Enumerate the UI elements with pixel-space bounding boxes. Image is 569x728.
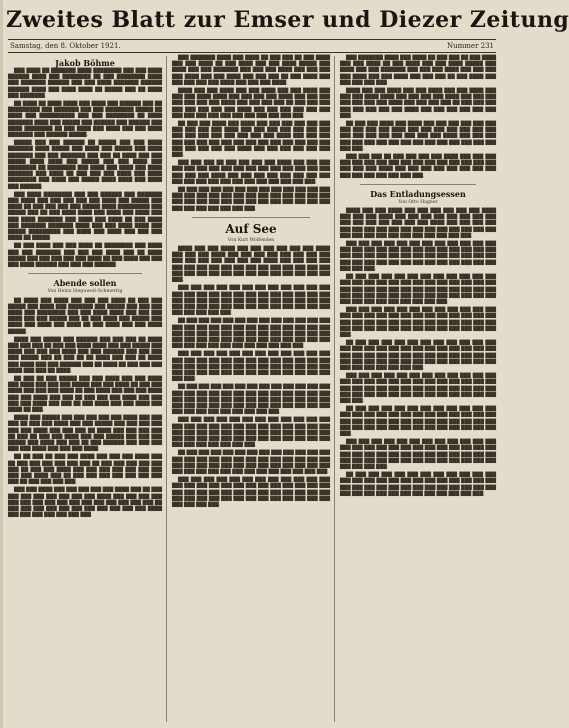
- column-rule: [166, 56, 167, 722]
- masthead-title: Zweites Blatt zur Emser und Diezer Zeitung: [6, 7, 569, 33]
- article-divider: [28, 273, 142, 274]
- column-right: [340, 56, 496, 724]
- issue-number: Nummer 231: [447, 42, 494, 50]
- article-body-continued-right: ███ ███████ ████ ███ ████ ██ ███ ███ ██ ███ ████ ███ ███ ████ ██ ███ ████ ███ ███ ████ █████ ███ ████ ███ ███ ███████ ███ ███ ███ ████ ███ ███ ███ ███ ████ ███ ███ ████ ███ ███ ███ ██ ███ ████ ███ ███ ███ ███ ███. ████ ███ ███ ████ ███ ███ ████ ███ ███ ████ ███ ███ ███ ████ ████ ███ ███ ███ ███ ████ ███ ███ ███ ███ ███ ███ ███ ████ ███ ███ ███ ███ ██ ███ ███ ███ ███ ███ ███ ███ ███ ████ ███ ███ ███ ███ ███ ███ ███. ██ ███ ███ ████ ███ ████ ███ ███ ███ ███ ███ ███ ███ ███ ███ ███ ████ ███ ███ ███ ███ ███ ███ ███ ███ ███ ███ ███ ███ ███ ███ ███ ████ ███ ███ ███ ███ ███ ███ ███ ███ ███ ███ ███ ███ ███ ███ ███ ███ ███ ███. ███ ███ ███ ██ ███ ███ ███ ███ ████ ███ ███ ███ ███ ███ ███ ███ ███ ███ ███ ███ ███ ███ ███ ███ ███ ███ ███ ███ ████ ███ ███ ███ ███ ███ ███ ███ ███ ███ ███ ███ ███ ███ ███ ███.: [340, 56, 496, 179]
- article-byline-auf-see: Von Kurt Wolfenden: [227, 237, 275, 243]
- article-body-abende: ██ ████ ███ ████ ███ ███ ███ ████ ██ ███ ███ █████ ███ ████ ███ ███████ ███ █████ ███ ███ ███ ████ ███ ████████ ███ ███ ████ ████ ███ ███ ███ ████ ███ ███ █████ ███ ██ ███ ████ ███ █████ ███ ████ ███ ████ ███ ████ ██ ███ ████ ███ ███ ████ █████. ████ ███ █████ ███ ██████ ███ ███ ███ ██ ████ ███ ███ ███ ██ ███ ███ ████ ████ ███ ███ █████ ███ ████ ███ ███ ███ ████ ███ ███ ██████ ███ ███ ███ ███ █████ ███ ██ ███ ██ ██ ████ ███ ███ ██ ████ ███ ████ ███ ███ ██████ ███ ██ ████ ██ ███ ███ ███ ████ ███ ███ ██ ████. ██ ███ ██ ███ █████ ███ ███ ████ ███ ███ ████ ███ ████ ███ ███ ███ █████ ███ ███ ████ ██ ███ ███ ████ ███ ███ ███ ████ ██ ███ ████ ███ ███ ███ ████ ███ ███ ████ ███ ███ ██ ███ ███ ███ ████ ███ ███ ███ ███ ████ ███ ███ ██ ███ ████ ███ ███ ████ ███ ████ ██ ███. ████ ███ █████ ███ ███ ███ ███ ███ ████ ███ ███ ███ ██ ███ ███ ████ ███ ███ █████ ███ ███ ███ ███ ███ ███ ████ ███ ███ ███ ██ ████ ███ ███ ███ ███ ██ ███ ██ ███ ███ ████ ███ ███ █████ ███ ███ ███ █████ ███ ████ ███ ███ ██ ███ ██████ ███ ███ ███ ███ ███ ████ ███ ███ ███ ████. ██ ██ ███ ██ ███ ███ ████ ███ ███ ███ ████ ███ ██ ███ ███ ███ ███ ███ ███ ██ ███ ███ ███ ███ ███ ███ ██ ███ ███ ████ ███ ███ ███ ███ ███ ███ ███ ███ ███ ████ ███ ██ ███ ███ ███ ███ ███ ███ ███ ███ ██ ███ ███ ███ ███. ███ ███ ████ ███ ███ ███ ███ ███ ████ ███ ██ ███ ███ ███ ███ ███ ███ ███ ███ ████ ███ ███ ███ ███ ███ ███ ███ ███ ███ ███ ███ ███ ███ ███ ███ ███ ██ ███ ███ ███ ███ ███ ███ ███ ███ ███ ███ ███ ████ ███ ███ ███ ███ ███ ███ ███.: [8, 298, 162, 519]
- column-middle: [172, 56, 330, 724]
- article-byline-abende: Von Heinz Steguweit-Schmerrig: [47, 289, 123, 295]
- article-body-boehme: ███ ████ ██ ███████ ████ ████████ ███ ███ ████ ██████ ████ ███ ████████ ██ ███ ████████ ████ ███ ███████ ██████ ███ ███ ████ ███████ ██████ ██████ ████ ███ ████ ████ ██ █████ ███ ██ ████ ███ ███████. ██ ████ ██ ████ ████ ███ ████ ███ ██████ ███ ██ █████████ ███ ███████ ███ ███ ████████ █████ ██ ████ ███ ██████████ ███ ███ ████████ ██ ████ ███████ ████ ███ █████ ███ ██████ ███ ██████ ███ ████ ████████ ██ ███ ████ ███ ████ ███ ███ ████ ███████ ███ ██████ █████. █████ ███ ███ ██████ ██ █████ ███ ███ ████ ███████ ████ █████ ███ ████ ███ █████ ███ ████ ███████ ███ ███ ███████ ███ ███ ██ ████ ███ ███ █████ ████ ████ ███ █████ ███ ███ ████ ███ ████████ ██ ████████ ███ ████ ███ ████ ███ ████ ███████ ███ ████ ██ ███ ███ ███ ████ ███ ████ ████████ ███ ████ ███ █████ ████ ████ ███ ████ ███ ██████. ███ ████ ████████ ███ ███ ██████ ███ ███████ ███ ████ ███ ███ ███ ███ ███ ████ ███ █████ ███ ████ ██ ███ ███ ███ ███ █████ ████ █████████ ███ █████ ███ ██ ███ ████ ████ ███ ████ ███ ████ ███ ███ ████ ███████ ███ ████ ███ ████ ██ ███ ████ ███ ███████ ███████ ████ ███ ███ ████ ████ ███ █████ █████████ ███ ████ ███ ████ ███ ███ ███ ████ ██ █████. ██ ███ ████ ███ ███ ████ ██ ████████ ███ ████ ███ ███ ███████ ███ ███ ███ ████ ███ ██ ████ █████ ███ ███ ███ ███ ███ ████ ██ ███ ████ ███ ███ ███ ████ ██████ ███ ███ ███ ██████.: [8, 69, 162, 269]
- article-body-auf-see: ████ ███ ███ ████ ███ ███ ███ ███ ███ ███ ████ ███ ███ ███ ████ ███ ███ ███ ███ ███ ███ ███ ███ ███ ███ ███ ███ ███ ███ ███ ████ ███ ███ ███ ███ ███ ███ ███ ███ ███ ███ ███ ███ ███ ███ ███ ███ ███ ███ ███ ███ ███ ███ ███ ███ ███ ███ ███ ███ ███ ███ ███. ███ ███ ███ ███ ███ ███ ███ ███ ███ ███ ███ ███ ███ ███ ███ ███ ███ ███ ███ ███ ███ ███ ███ ███ ███ ███ ███ ███ ███ ███ ███ ███ ███ ███ ███ ███ ███ ███ ███ ███ ███ ███ ███ ███ ███ ███ ███ ███ ███ ███ ███ ███ ███ ███ ███ ███. ██ ███ ███ ███ ███ ███ ███ ███ ███ ███ ███ ███ ███ ███ ███ ███ ███ ███ ███ ███ ███ ███ ███ ███ ███ ███ ███ ███ ███ ███ ███ ███ ███ ███ ███ ███ ███ ███ ███ ███ ███ ███ ███ ███ ███ ███ ███ ███ ███ ███ ███ ███ ███ ███ ███ ███ ███ ███ ███ ███ ███ ███ ███. ███ ███ ███ ███ ███ ███ ███ ███ ███ ███ ███ ███ ███ ███ ███ ███ ███ ███ ███ ███ ███ ███ ███ ███ ███ ███ ███ ███ ███ ███ ███ ███ ███ ███ ███ ███ ███ ███ ███ ███ ███ ███ ███ ███ ███ ███ ███ ███ ███ ███ ███ ███ ███. ██ ███ ███ ███ ███ ███ ███ ███ ███ ███ ███ ███ ███ ███ ███ ███ ███ ███ ███ ███ ███ ███ ███ ███ ███ ███ ███ ███ ███ ███ ███ ███ ███ ███ ███ ███ ███ ███ ███ ███ ███ ███ ███ ███ ███ ███ ███ ███ ███ ███ ███ ███ ███ ███ ███ ███ ███ ███ ███ ███ ███. ███ ███ ███ ███ ███ ███ ███ ███ ███ ███ ███ ███ ███ ███ ███ ███ ███ ███ ███ ███ ███ ███ ███ ███ ███ ███ ███ ███ ███ ███ ███ ███ ███ ███ ███ ███ ███ ███ ███ ███ ███ ███ ███ ███ ███ ███ ███ ███ ███ ███ ███ ███ ███ ███ ███ ███ ███ ███. ██ ███ ███ ███ ███ ███ ███ ███ ███ ███ ███ ███ ███ ███ ███ ███ ███ ███ ███ ███ ███ ███ ███ ███ ███ ███ ███ ███ ███ ███ ███ ███ ███ ███ ███ ███ ███ ███ ███ ███ ███ ███ ███ ███ ███ ███ ███ ███ ███ ███ ███ ███. ███ ███ ███ ███ ███ ███ ███ ███ ███ ███ ███ ███ ███ ███ ███ ███ ███ ███ ███ ███ ███ ███ ███ ███ ███ ███ ███ ███ ███ ███ ███ ███ ███ ███ ███ ███ ███ ███ ███ ███ ███ ███ ███ ███ ███ ███ ███ ███ ███ ███ ███ ███ ███ ███ ███.: [172, 247, 330, 508]
- article-heading-boehme: Jakob Böhme: [55, 58, 115, 68]
- article-heading-abende: Abende sollen: [53, 278, 117, 289]
- dateline-bar: [8, 39, 496, 53]
- article-body-continued: ███ ███████ ████ ███ ████ ██ ███ ███ ██ ███ ████ ███ ███ ████ ██ ███ ████ ███ ███ ████ █████ ███ ████ ███ ███ ███████ ███ ███ ███ ████ ███ ███ ███ ███ ████ ███ ███ ████ ███ ███ ███ ██ ███ ████ ███ ███ ███ ███ ███ ████ ███ ███ ███ ████. ████ ███ ███ ████ ███ ███ ████ ███ ███ ████ ███ ███ ███ ████ ████ ███ ███ ███ ███ ████ ███ ███ ███ ███ ███ ███ ███ ████ ███ ███ ███ ███ ██ ███ ███ ███ ███ ███ ███ ███ ███ ████ ███ ███ ███ ███ ███ ███ ███ ███ ███ ███ ███ ███ ███ ███ ███ ███ ███. ██ ███ ███ ████ ███ ████ ███ ███ ███ ███ ███ ███ ███ ███ ███ ███ ████ ███ ███ ███ ███ ███ ███ ███ ███ ███ ███ ███ ███ ███ ███ ███ ████ ███ ███ ███ ███ ███ ███ ███ ███ ███ ███ ███ ███ ███ ███ ███ ███ ███ ███ ███ ███ ███ ████ ███ ███ ███ ███ ███ ███ ███. ███ ███ ███ ██ ███ ███ ███ ███ ████ ███ ███ ███ ███ ███ ███ ███ ███ ███ ███ ███ ███ ███ ███ ███ ███ ███ ███ ███ ████ ███ ███ ███ ███ ███ ███ ███ ███ ███ ███ ███ ███ ███ ███ ███ ███ ███ ███ ███ ███. ██ ███ ███ ███ ███ ███ ███ ███ ███ ███ ███ ███ ███ ███ ███ ███ ███ ███ ███ ███ ███ ███ ███ ███ ███ ███ ███ ███ ███ ███ ███ ███ ███ ███ ███ ███ ███ ███ ███ ███ ███ ███ ███ ███ ███ ███.: [172, 56, 330, 212]
- page-edge: [0, 0, 3, 728]
- column-left: [8, 56, 162, 724]
- article-byline-entladungsessen: Von Otto Hagner: [398, 199, 438, 205]
- article-divider: [192, 217, 310, 218]
- issue-date: Samstag, den 8. Oktober 1921.: [10, 42, 121, 50]
- article-divider: [360, 184, 476, 185]
- column-rule: [334, 56, 335, 722]
- article-heading-auf-see: Auf See: [225, 221, 277, 236]
- article-body-entladungsessen: ████ ███ ███ ████ ███ ███ ███ ███ ███ ███ ████ ███ ███ ███ ████ ███ ███ ███ ███ ███ ███ ███ ███ ███ ███ ███ ███ ███ ███ ███ ████ ███ ███ ███ ███ ███ ███ ███ ███ ███ ███ ███ ███ ███ ███ ███ ███ ███ ███ ███ ███ ███ ███ ███ ███ ███ ███ ███ ███. ███ ███ ███ ███ ███ ███ ███ ███ ███ ███ ███ ███ ███ ███ ███ ███ ███ ███ ███ ███ ███ ███ ███ ███ ███ ███ ███ ███ ███ ███ ███ ███ ███ ███ ███ ███ ███ ███ ███ ███ ███ ███ ███ ███ ███ ███ ███ ███ ███ ███ ███ ███ ███ ███. ██ ███ ███ ███ ███ ███ ███ ███ ███ ███ ███ ███ ███ ███ ███ ███ ███ ███ ███ ███ ███ ███ ███ ███ ███ ███ ███ ███ ███ ███ ███ ███ ███ ███ ███ ███ ███ ███ ███ ███ ███ ███ ███ ███ ███ ███ ███ ███ ███ ███ ███ ███ ███ ███ ███ ███ ███ ███ ███ ███. ███ ███ ███ ███ ███ ███ ███ ███ ███ ███ ███ ███ ███ ███ ███ ███ ███ ███ ███ ███ ███ ███ ███ ███ ███ ███ ███ ███ ███ ███ ███ ███ ███ ███ ███ ███ ███ ███ ███ ███ ███ ███ ███ ███ ███ ███ ███ ███ ███ ███ ███ ███. ██ ███ ███ ███ ███ ███ ███ ███ ███ ███ ███ ███ ███ ███ ███ ███ ███ ███ ███ ███ ███ ███ ███ ███ ███ ███ ███ ███ ███ ███ ███ ███ ███ ███ ███ ███ ███ ███ ███ ███ ███ ███ ███ ███ ███ ███ ███ ███ ███ ███ ███ ███ ███ ███ ███ ███ ███ ███. ███ ███ ███ ███ ███ ███ ███ ███ ███ ███ ███ ███ ███ ███ ███ ███ ███ ███ ███ ███ ███ ███ ███ ███ ███ ███ ███ ███ ███ ███ ███ ███ ███ ███ ███ ███ ███ ███ ███ ███ ███ ███ ███ ███ ███ ███ ███ ███ ███ ███ ███ ███ ███. ██ ███ ███ ███ ███ ███ ███ ███ ███ ███ ███ ███ ███ ███ ███ ███ ███ ███ ███ ███ ███ ███ ███ ███ ███ ███ ███ ███ ███ ███ ███ ███ ███ ███ ███ ███ ███ ███ ███ ███ ███ ███ ███ ███ ███ ███ ███ ███ ███ ███ ███ ███. ███ ███ ███ ███ ███ ███ ███ ███ ███ ███ ███ ███ ███ ███ ███ ███ ███ ███ ███ ███ ███ ███ ███ ███ ███ ███ ███ ███ ███ ███ ███ ███ ███ ███ ███ ███ ███ ███ ███ ███ ███ ███ ███ ███ ███ ███ ███ ███ ███ ███ ███ ███ ███ ███ ███. ██ ███ ███ ███ ███ ███ ███ ███ ███ ███ ███ ███ ███ ███ ███ ███ ███ ███ ███ ███ ███ ███ ███ ███ ███ ███ ███ ███ ███ ███ ███ ███ ███ ███ ███ ███ ███ ███ ███ ███ ███ ███ ███ ███ ███ ███ ███ ███ ███ ███.: [340, 209, 496, 497]
- article-heading-entladungsessen: Das Entladungsessen: [370, 188, 466, 199]
